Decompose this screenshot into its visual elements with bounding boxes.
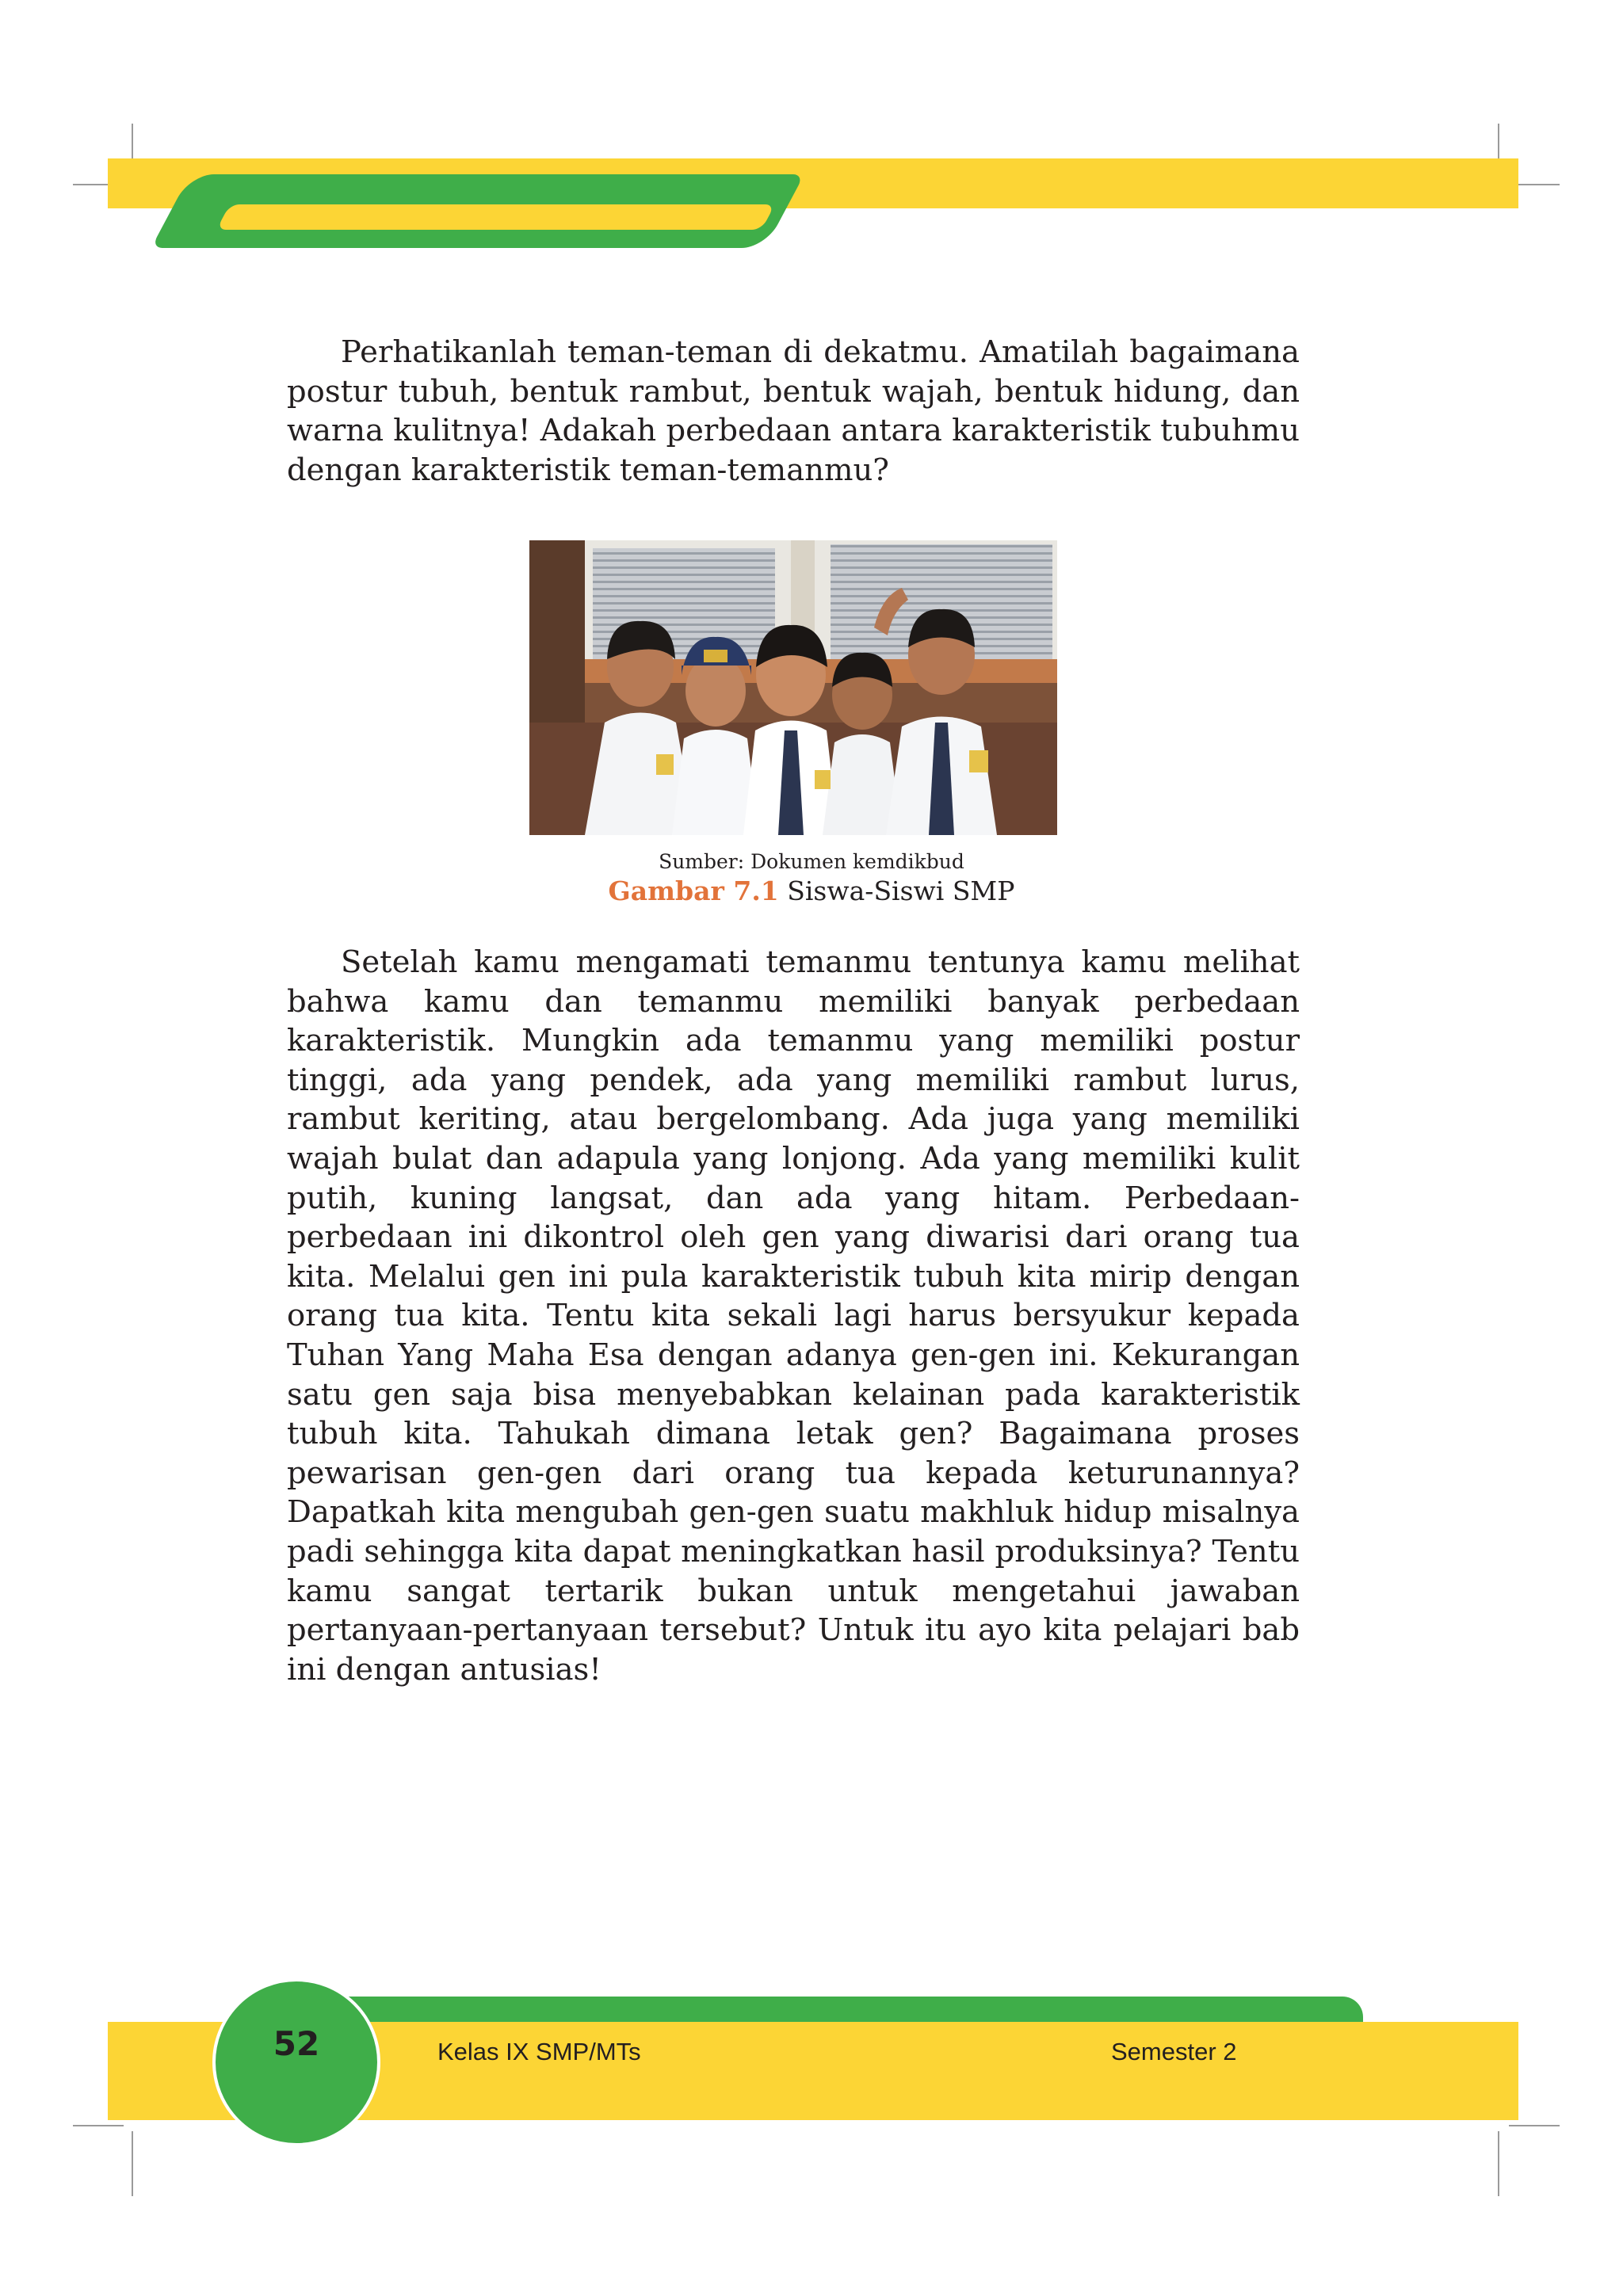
- crop-mark: [132, 2131, 133, 2196]
- figure-title: Siswa-Siswi SMP: [778, 875, 1015, 906]
- figure-caption: [0, 875, 1623, 908]
- crop-mark: [1498, 2131, 1499, 2196]
- footer-semester: Semester 2: [1111, 2038, 1237, 2065]
- intro-paragraph: Perhatikanlah teman-teman di dekatmu. Amatilah bagaimana postur tubuh, bentuk rambut, bentuk wajah, bentuk hidung, dan warna kulitnya! Adakah perbedaan antara karakteristik tubuhmu dengan karakteristik teman-temanmu?: [287, 334, 1300, 488]
- page-number: 52: [273, 2024, 320, 2063]
- figure-photo: [529, 540, 1057, 835]
- figure-label: Gambar 7.1: [608, 875, 779, 906]
- crop-mark: [73, 2125, 124, 2126]
- crop-mark: [1509, 2125, 1560, 2126]
- footer-book-title: Kelas IX SMP/MTs: [437, 2038, 641, 2065]
- header-tab-inner-stripe: [216, 204, 775, 230]
- main-paragraph: Setelah kamu mengamati temanmu tentunya kamu melihat bahwa kamu dan temanmu memiliki banyak perbedaan karakteristik. Mungkin ada temanmu yang memiliki postur tinggi, ada yang pendek, ada yang memiliki rambut lurus, rambut keriting, atau bergelombang. Ada juga yang memiliki wajah bulat dan adapula yang lonjong. Ada yang memiliki kulit putih, kuning langsat, dan ada yang hitam. Perbedaan-perbedaan ini dikontrol oleh gen yang diwarisi dari orang tua kita. Melalui gen ini pula karakteristik tubuh kita mirip dengan orang tua kita. Tentu kita sekali lagi harus bersyukur kepada Tuhan Yang Maha Esa dengan adanya gen-gen ini. Kekurangan satu gen saja bisa menyebabkan kelainan pada karakteristik tubuh kita. Tahukah dimana letak gen? Bagaimana proses pewarisan gen-gen dari orang tua kepada keturunannya? Dapatkah kita mengubah gen-gen suatu makhluk hidup misalnya padi sehingga kita dapat meningkatkan hasil produksinya? Tentu kamu sangat tertarik bukan untuk mengetahui jawaban pertanyaan-pertanyaan tersebut? Untuk itu ayo kita pelajari bab ini dengan antusias!: [287, 944, 1300, 1688]
- figure-source: Sumber: Dokumen kemdikbud: [659, 850, 964, 873]
